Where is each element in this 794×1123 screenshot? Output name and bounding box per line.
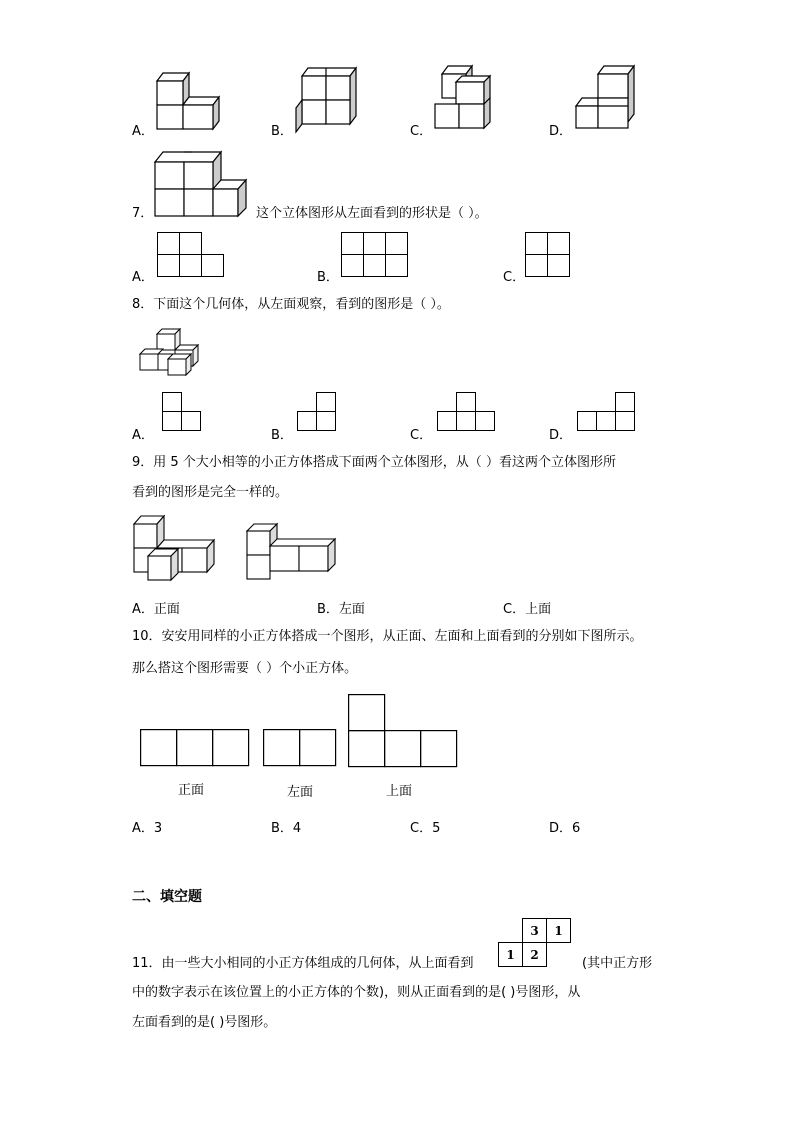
q8-question-text: 8．下面这个几何体，从左面观察，看到的图形是（ ）。 bbox=[132, 297, 450, 312]
q10-front-label: 正面 bbox=[178, 783, 205, 798]
q9-option-a: A．正面 bbox=[132, 602, 180, 617]
q6-option-b: B． bbox=[271, 124, 293, 139]
q8-view-b bbox=[297, 392, 337, 432]
grid-number-1-bottom: 1 bbox=[506, 948, 515, 962]
q10-front-view bbox=[140, 729, 250, 767]
q8-view-c bbox=[437, 392, 497, 432]
q11-top-view-grid bbox=[496, 918, 572, 968]
q9-option-c: C．上面 bbox=[503, 602, 552, 617]
q10-option-c: C．5 bbox=[410, 821, 441, 836]
q6-option-a: A． bbox=[132, 124, 154, 139]
q9-question-line2: 看到的图形是完全一样的。 bbox=[132, 485, 289, 500]
q10-option-a: A．3 bbox=[132, 821, 163, 836]
q10-question-line1: 10．安安用同样的小正方体搭成一个图形，从正面、左面和上面看到的分别如下图所示。 bbox=[132, 629, 643, 644]
q10-question-line2: 那么搭这个图形需要（ ）个小正方体。 bbox=[132, 661, 358, 676]
q11-question-line1-start: 11．由一些大小相同的小正方体组成的几何体，从上面看到 bbox=[132, 956, 474, 971]
q9-question-line1: 9．用 5 个大小相等的小正方体搭成下面两个立体图形，从（ ）看这两个立体图形所 bbox=[132, 455, 616, 470]
q10-option-b: B．4 bbox=[271, 821, 302, 836]
q8-option-b: B． bbox=[271, 428, 293, 443]
q10-option-d: D．6 bbox=[549, 821, 581, 836]
grid-number-2: 2 bbox=[530, 948, 539, 962]
q7-view-b bbox=[341, 232, 409, 278]
q8-view-d bbox=[577, 392, 637, 432]
section-title: 二、填空题 bbox=[132, 889, 202, 905]
q6-option-d: D． bbox=[549, 124, 573, 139]
q7-question-text: 这个立体图形从左面看到的形状是（ ）。 bbox=[256, 206, 488, 221]
q9-figure-2 bbox=[245, 520, 339, 582]
q7-option-a: A． bbox=[132, 270, 154, 285]
q7-option-b: B． bbox=[317, 270, 339, 285]
grid-number-1-top: 1 bbox=[554, 924, 563, 938]
q10-left-view bbox=[263, 729, 337, 767]
q11-question-line1-end: (其中正方形 bbox=[582, 956, 653, 971]
q9-option-b: B．左面 bbox=[317, 602, 365, 617]
q11-question-line3: 左面看到的是( )号图形。 bbox=[132, 1015, 277, 1030]
q8-solid-figure bbox=[137, 328, 199, 376]
q11-question-line2: 中的数字表示在该位置上的小正方体的个数)，则从正面看到的是( )号图形，从 bbox=[132, 985, 581, 1000]
q8-option-d: D． bbox=[549, 428, 573, 443]
q10-top-label: 上面 bbox=[386, 784, 413, 799]
q6-figure-c bbox=[432, 64, 502, 134]
q7-option-c: C． bbox=[503, 270, 526, 285]
q6-option-c: C． bbox=[410, 124, 433, 139]
q9-figure-1 bbox=[132, 514, 216, 582]
q8-view-a bbox=[162, 392, 202, 432]
q8-option-c: C． bbox=[410, 428, 433, 443]
q6-figure-d bbox=[572, 64, 642, 134]
grid-number-3: 3 bbox=[530, 924, 539, 938]
q6-figure-b bbox=[293, 64, 363, 134]
q8-option-a: A． bbox=[132, 428, 154, 443]
q10-left-label: 左面 bbox=[287, 785, 314, 800]
q7-solid-figure bbox=[150, 146, 250, 218]
q10-top-view bbox=[348, 694, 458, 768]
q6-figure-a bbox=[150, 64, 230, 134]
q7-view-c bbox=[525, 232, 571, 278]
q7-view-a bbox=[157, 232, 225, 278]
q7-number: 7． bbox=[132, 206, 154, 221]
